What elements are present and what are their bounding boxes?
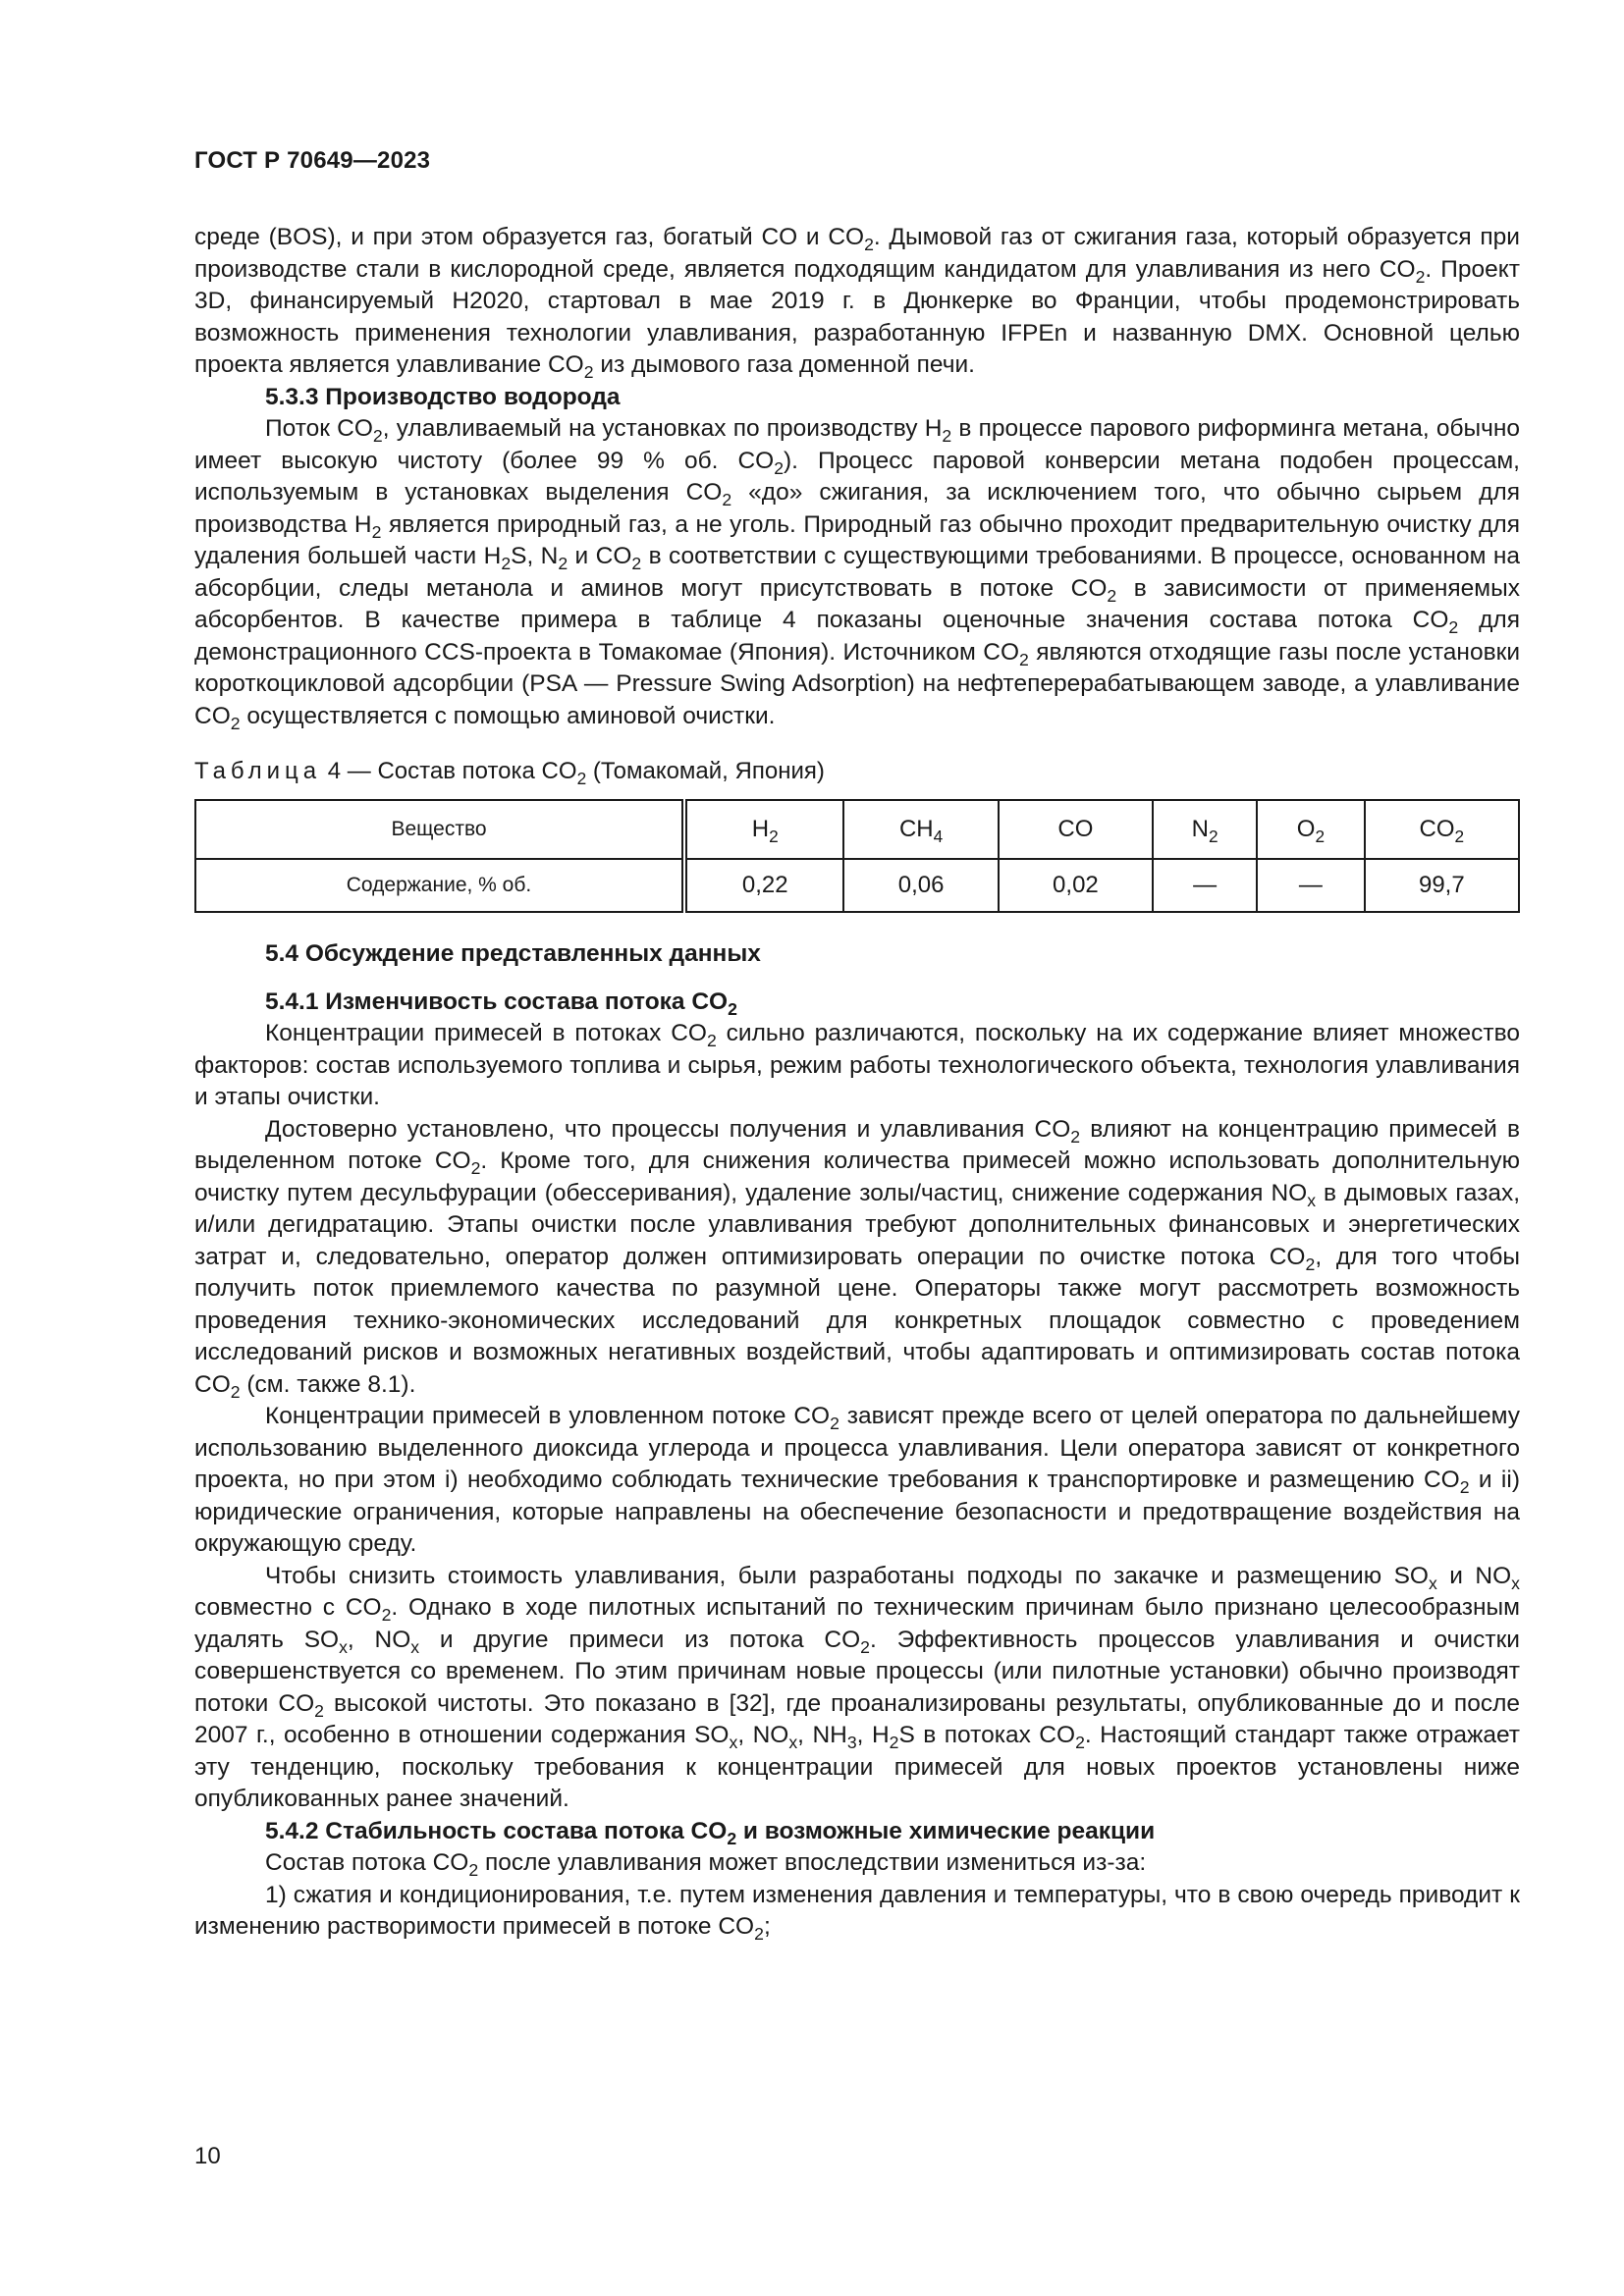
section-heading-5-3-3: 5.3.3 Производство водорода: [265, 383, 621, 410]
table-cell: 0,22: [684, 859, 843, 912]
document-body: [194, 222, 1520, 1944]
table-cell: Содержание, % об.: [195, 859, 684, 912]
paragraph: Чтобы снизить стоимость улавливания, были разработаны подходы по закачке и размещению $SO_x$ и $NO_x$ совместно с $CO_2$. Однако в ходе пилотных испытаний по техническим причинам было признано целесообразным удалять $SO_x$, $NO_x$ и другие примеси из потока $CO_2$. Эффективность процессов улавливания и очистки совершенствуется со временем. По этим причинам новые процессы (или пилотные установки) обычно производят потоки $CO_2$ высокой чистоты. Это показано в [32], где проанализированы результаты, опубликованные до и после 2007 г., особенно в отношении содержания $SO_x$, $NO_x$, $NH_3$, $H_2S$ в потоках $CO_2$. Настоящий стандарт также отражает эту тенденцию, поскольку требования к концентрации примесей для новых проектов установлены ниже опубликованных ранее значений.: [194, 1562, 1521, 1812]
table-cell: 0,06: [843, 859, 998, 912]
table-cell: 99,7: [1365, 859, 1519, 912]
paragraph: Концентрации примесей в уловленном потоке $CO_2$ зависят прежде всего от целей оператора по дальнейшему использованию выделенного диоксида углерода и процесса улавливания. Цели оператора зависят от конкретного проекта, но при этом i) необходимо соблюдать технические требования к транспортировке и размещению $CO_2$ и ii) юридические ограничения, которые направлены на обеспечение безопасности и предотвращение воздействия на окружающую среду.: [194, 1403, 1521, 1557]
page-number: 10: [194, 2143, 221, 2169]
table-cell: Вещество: [195, 800, 684, 859]
paragraph: среде (BOS), и при этом образуется газ, богатый CO и $CO_2$. Дымовой газ от сжигания газа, который образуется при производстве стали в кислородной среде, является подходящим кандидатом для улавливания из него $CO_2$. Проект 3D, финансируемый H2020, стартовал в мае 2019 г. в Дюнкерке во Франции, чтобы продемонстрировать возможность применения технологии улавливания, разработанную IFPEn и названную DMX. Основной целью проекта является улавливание $CO_2$ из дымового газа доменной печи.: [194, 224, 1520, 383]
table-cell: —: [1153, 859, 1257, 912]
section-heading-5-4-1: 5.4.1 Изменчивость состава потока $CO_2$: [265, 988, 737, 1019]
table-header-cell: CO: [999, 800, 1153, 859]
table-row: [195, 859, 1519, 912]
table-header-cell: $N_2$: [1153, 800, 1257, 859]
table-cell: 0,02: [999, 859, 1153, 912]
paragraph: Достоверно установлено, что процессы получения и улавливания $CO_2$ влияют на концентрацию примесей в выделенном потоке $CO_2$. Кроме того, для снижения количества примесей можно использовать дополнительную очистку путем десульфурации (обессеривания), удаление золы/частиц, снижение содержания $NO_x$ в дымовых газах, и/или дегидратацию. Этапы очистки после улавливания требуют дополнительных финансовых и энергетических затрат и, следовательно, оператор должен оптимизировать операции по очистке потока $CO_2$, для того чтобы получить поток приемлемого качества по разумной цене. Операторы также могут рассмотреть возможность проведения технико-экономических исследований для конкретных площадок совместно с проведением исследований рисков и возможных негативных воздействий, чтобы адаптировать и оптимизировать состав потока $CO_2$ (см. также 8.1).: [194, 1115, 1521, 1402]
paragraph: Поток $CO_2$, улавливаемый на установках по производству $H_2$ в процессе парового риформинга метана, обычно имеет высокую чистоту (более 99 % об. $CO_2$). Процесс паровой конверсии метана подобен процессам, используемым в установках выделения $CO_2$ «до» сжигания, за исключением того, что обычно сырьем для производства $H_2$ является природный газ, а не уголь. Природный газ обычно проходит предварительную очистку для удаления большей части $H_2S$, $N_2$ и $CO_2$ в соответствии с существующими требованиями. В процессе, основанном на абсорбции, следы метанола и аминов могут присутствовать в потоке $CO_2$ в зависимости от применяемых абсорбентов. В качестве примера в таблице 4 показаны оценочные значения состава потока $CO_2$ для демонстрационного CCS-проекта в Томакомае (Япония). Источником $CO_2$ являются отходящие газы после установки короткоцикловой адсорбции (PSA — Pressure Swing Adsorption) на нефтеперерабатывающем заводе, а улавливание $CO_2$ осуществляется с помощью аминовой очистки.: [194, 415, 1521, 733]
paragraph: Состав потока $CO_2$ после улавливания может впоследствии измениться из-за:: [265, 1849, 1147, 1881]
table-header-cell: $CO_2$: [1365, 800, 1519, 859]
document-header: ГОСТ Р 70649—2023: [194, 147, 431, 174]
table-caption: Таблица 4 — Состав потока $CO_2$ (Томакомай, Япония): [194, 758, 825, 789]
table-header-cell: $H_2$: [684, 800, 843, 859]
table-header-row: [195, 800, 1519, 859]
section-heading-5-4-2: 5.4.2 Стабильность состава потока $CO_2$ и возможные химические реакции: [265, 1817, 1156, 1848]
composition-table: [194, 799, 1520, 913]
table-header-cell: $O_2$: [1257, 800, 1365, 859]
section-heading-5-4: 5.4 Обсуждение представленных данных: [265, 940, 761, 967]
table-cell: —: [1257, 859, 1365, 912]
paragraph: Концентрации примесей в потоках $CO_2$ сильно различаются, поскольку на их содержание влияет множество факторов: состав используемого топлива и сырья, режим работы технологического объекта, технология улавливания и этапы очистки.: [194, 1020, 1520, 1110]
list-item: 1) сжатия и кондиционирования, т.е. путем изменения давления и температуры, что в свою очередь приводит к изменению растворимости примесей в потоке $CO_2$;: [194, 1881, 1520, 1945]
table-header-cell: $CH_4$: [843, 800, 998, 859]
